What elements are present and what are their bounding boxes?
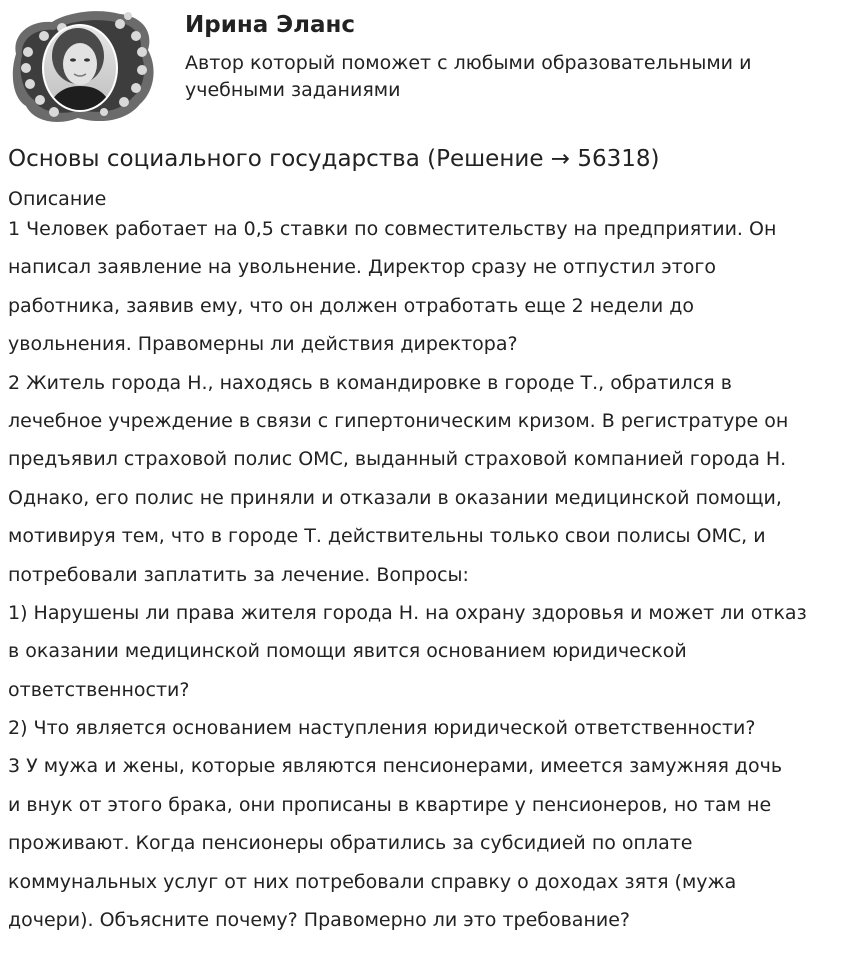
- author-description-line: учебными заданиями: [185, 79, 401, 101]
- description-line: мотивируя тем, что в городе Т. действительны только свои полисы ОМС, и: [8, 525, 766, 548]
- description-line: 3 У мужа и жены, которые являются пенсионерами, имеется замужняя дочь: [8, 755, 783, 778]
- description-line: потребовали заплатить за лечение. Вопросы:: [8, 563, 469, 586]
- description-line: 2 Житель города Н., находясь в командировке в городе Т., обратился в: [8, 371, 732, 394]
- description-line: в оказании медицинской помощи явится основанием юридической: [8, 640, 687, 663]
- description-line: увольнения. Правомерны ли действия директора?: [8, 333, 518, 356]
- description-line: и внук от этого брака, они прописаны в квартире у пенсионеров, но там не: [8, 793, 772, 816]
- description-line: 2) Что является основанием наступления юридической ответственности?: [8, 717, 756, 740]
- description-line: ответственности?: [8, 678, 190, 701]
- page-title: Основы социального государства (Решение → 56318): [8, 146, 660, 172]
- description-line: Однако, его полис не приняли и отказали в оказании медицинской помощи,: [8, 486, 782, 509]
- description-line: написал заявление на увольнение. Директор сразу не отпустил этого: [8, 256, 717, 279]
- description-line: 1 Человек работает на 0,5 ставки по совместительству на предприятии. Он: [8, 218, 777, 240]
- author-description: [185, 50, 825, 104]
- description-line: работника, заявив ему, что он должен отработать еще 2 недели до: [8, 294, 695, 317]
- description-line: лечебное учреждение в связи с гипертоническим кризом. В регистратуре он: [8, 409, 789, 432]
- author-card: [8, 6, 838, 126]
- description-line: 1) Нарушены ли права жителя города Н. на охрану здоровья и может ли отказ: [8, 601, 807, 624]
- description-heading: Описание: [8, 188, 107, 210]
- author-name[interactable]: Ирина Эланс: [185, 12, 356, 38]
- description-line: коммунальных услуг от них потребовали справку о доходах зятя (мужа: [8, 870, 737, 893]
- description-body: [8, 210, 838, 939]
- description-line: дочери). Объясните почему? Правомерно ли это требование?: [8, 909, 630, 932]
- description-line: предъявил страховой полис ОМС, выданный страховой компанией города Н.: [8, 448, 787, 471]
- author-description-line: Автор который поможет с любыми образовательными и: [185, 52, 752, 74]
- author-avatar: [8, 6, 158, 126]
- description-line: проживают. Когда пенсионеры обратились за субсидией по оплате: [8, 832, 693, 855]
